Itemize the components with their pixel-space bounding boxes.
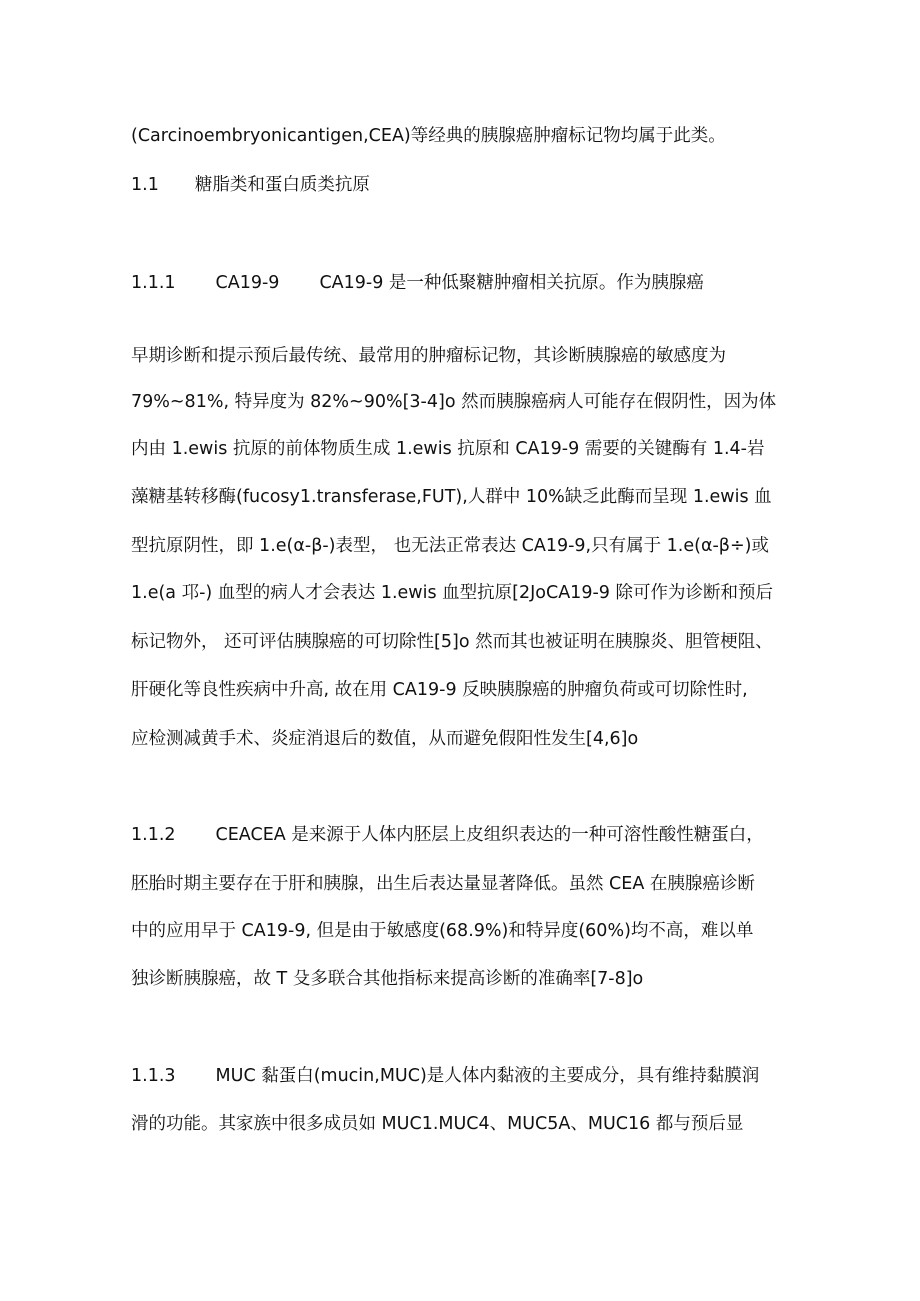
section-heading-1-1 xyxy=(131,173,370,197)
paragraph-line: 肝硬化等良性疾病中升高, 故在用 CA19-9 反映胰腺癌的肿瘤负荷或可切除性时, xyxy=(131,680,748,700)
paragraph-line: 型抗原阴性，即 1.e(α-β-)表型， 也无法正常表达 CA19-9,只有属于 1.e(α-β÷)或 xyxy=(131,536,769,556)
intro-line: (Carcinoembryonicantigen,CEA)等经典的胰腺癌肿瘤标记物均属于此类。 xyxy=(131,126,726,146)
paragraph-line: 标记物外， 还可评估胰腺癌的可切除性[5]o 然而其也被证明在胰腺炎、胆管梗阻、 xyxy=(131,632,773,652)
paragraph-line: 应检测减黄手术、炎症消退后的数值，从而避免假阳性发生[4,6]o xyxy=(131,729,639,749)
paragraph-line: 1.e(a 邛-) 血型的病人才会表达 1.ewis 血型抗原[2JoCA19-9 除可作为诊断和预后 xyxy=(131,583,773,603)
paragraph-line: 内由 1.ewis 抗原的前体物质生成 1.ewis 抗原和 CA19-9 需要的关键酶有 1.4-岩 xyxy=(131,439,765,459)
paragraph-line: CEACEA 是来源于人体内胚层上皮组织表达的一种可溶性酸性糖蛋白， xyxy=(215,825,764,845)
section-heading-1-1-2 xyxy=(131,823,764,847)
section-number: 1.1 xyxy=(131,175,159,195)
paragraph-line: CA19-9 是一种低聚糖肿瘤相关抗原。作为胰腺癌 xyxy=(319,273,704,293)
section-number: 1.1.3 xyxy=(131,1066,176,1086)
paragraph-line: 独诊断胰腺癌，故 T 殳多联合其他指标来提高诊断的准确率[7-8]o xyxy=(131,969,644,989)
section-title: 糖脂类和蛋白质类抗原 xyxy=(194,175,370,195)
paragraph-line: 藻糖基转移酶(fucosy1.transferase,FUT),人群中 10%缺乏此酶而呈现 1.ewis 血 xyxy=(131,487,772,507)
section-number: 1.1.2 xyxy=(131,825,176,845)
paragraph-line: 中的应用早于 CA19-9, 但是由于敏感度(68.9%)和特异度(60%)均不高，难以单 xyxy=(131,921,754,941)
paragraph-line: 79%~81%, 特异度为 82%~90%[3-4]o 然而胰腺癌病人可能存在假阴性，因为体 xyxy=(131,392,777,412)
paragraph-line: 滑的功能。其家族中很多成员如 MUC1.MUC4、MUC5A、MUC16 都与预后显 xyxy=(131,1114,744,1134)
paragraph-line: 胚胎时期主要存在于肝和胰腺，出生后表达量显著降低。虽然 CEA 在胰腺癌诊断 xyxy=(131,874,755,894)
section-number: 1.1.1 xyxy=(131,273,176,293)
paragraph-line: 早期诊断和提示预后最传统、最常用的肿瘤标记物，其诊断胰腺癌的敏感度为 xyxy=(131,346,726,366)
section-heading-1-1-1 xyxy=(131,271,704,295)
section-title: CA19-9 xyxy=(215,273,280,293)
paragraph-line: MUC 黏蛋白(mucin,MUC)是人体内黏液的主要成分，具有维持黏膜润 xyxy=(215,1066,760,1086)
section-heading-1-1-3 xyxy=(131,1064,759,1088)
